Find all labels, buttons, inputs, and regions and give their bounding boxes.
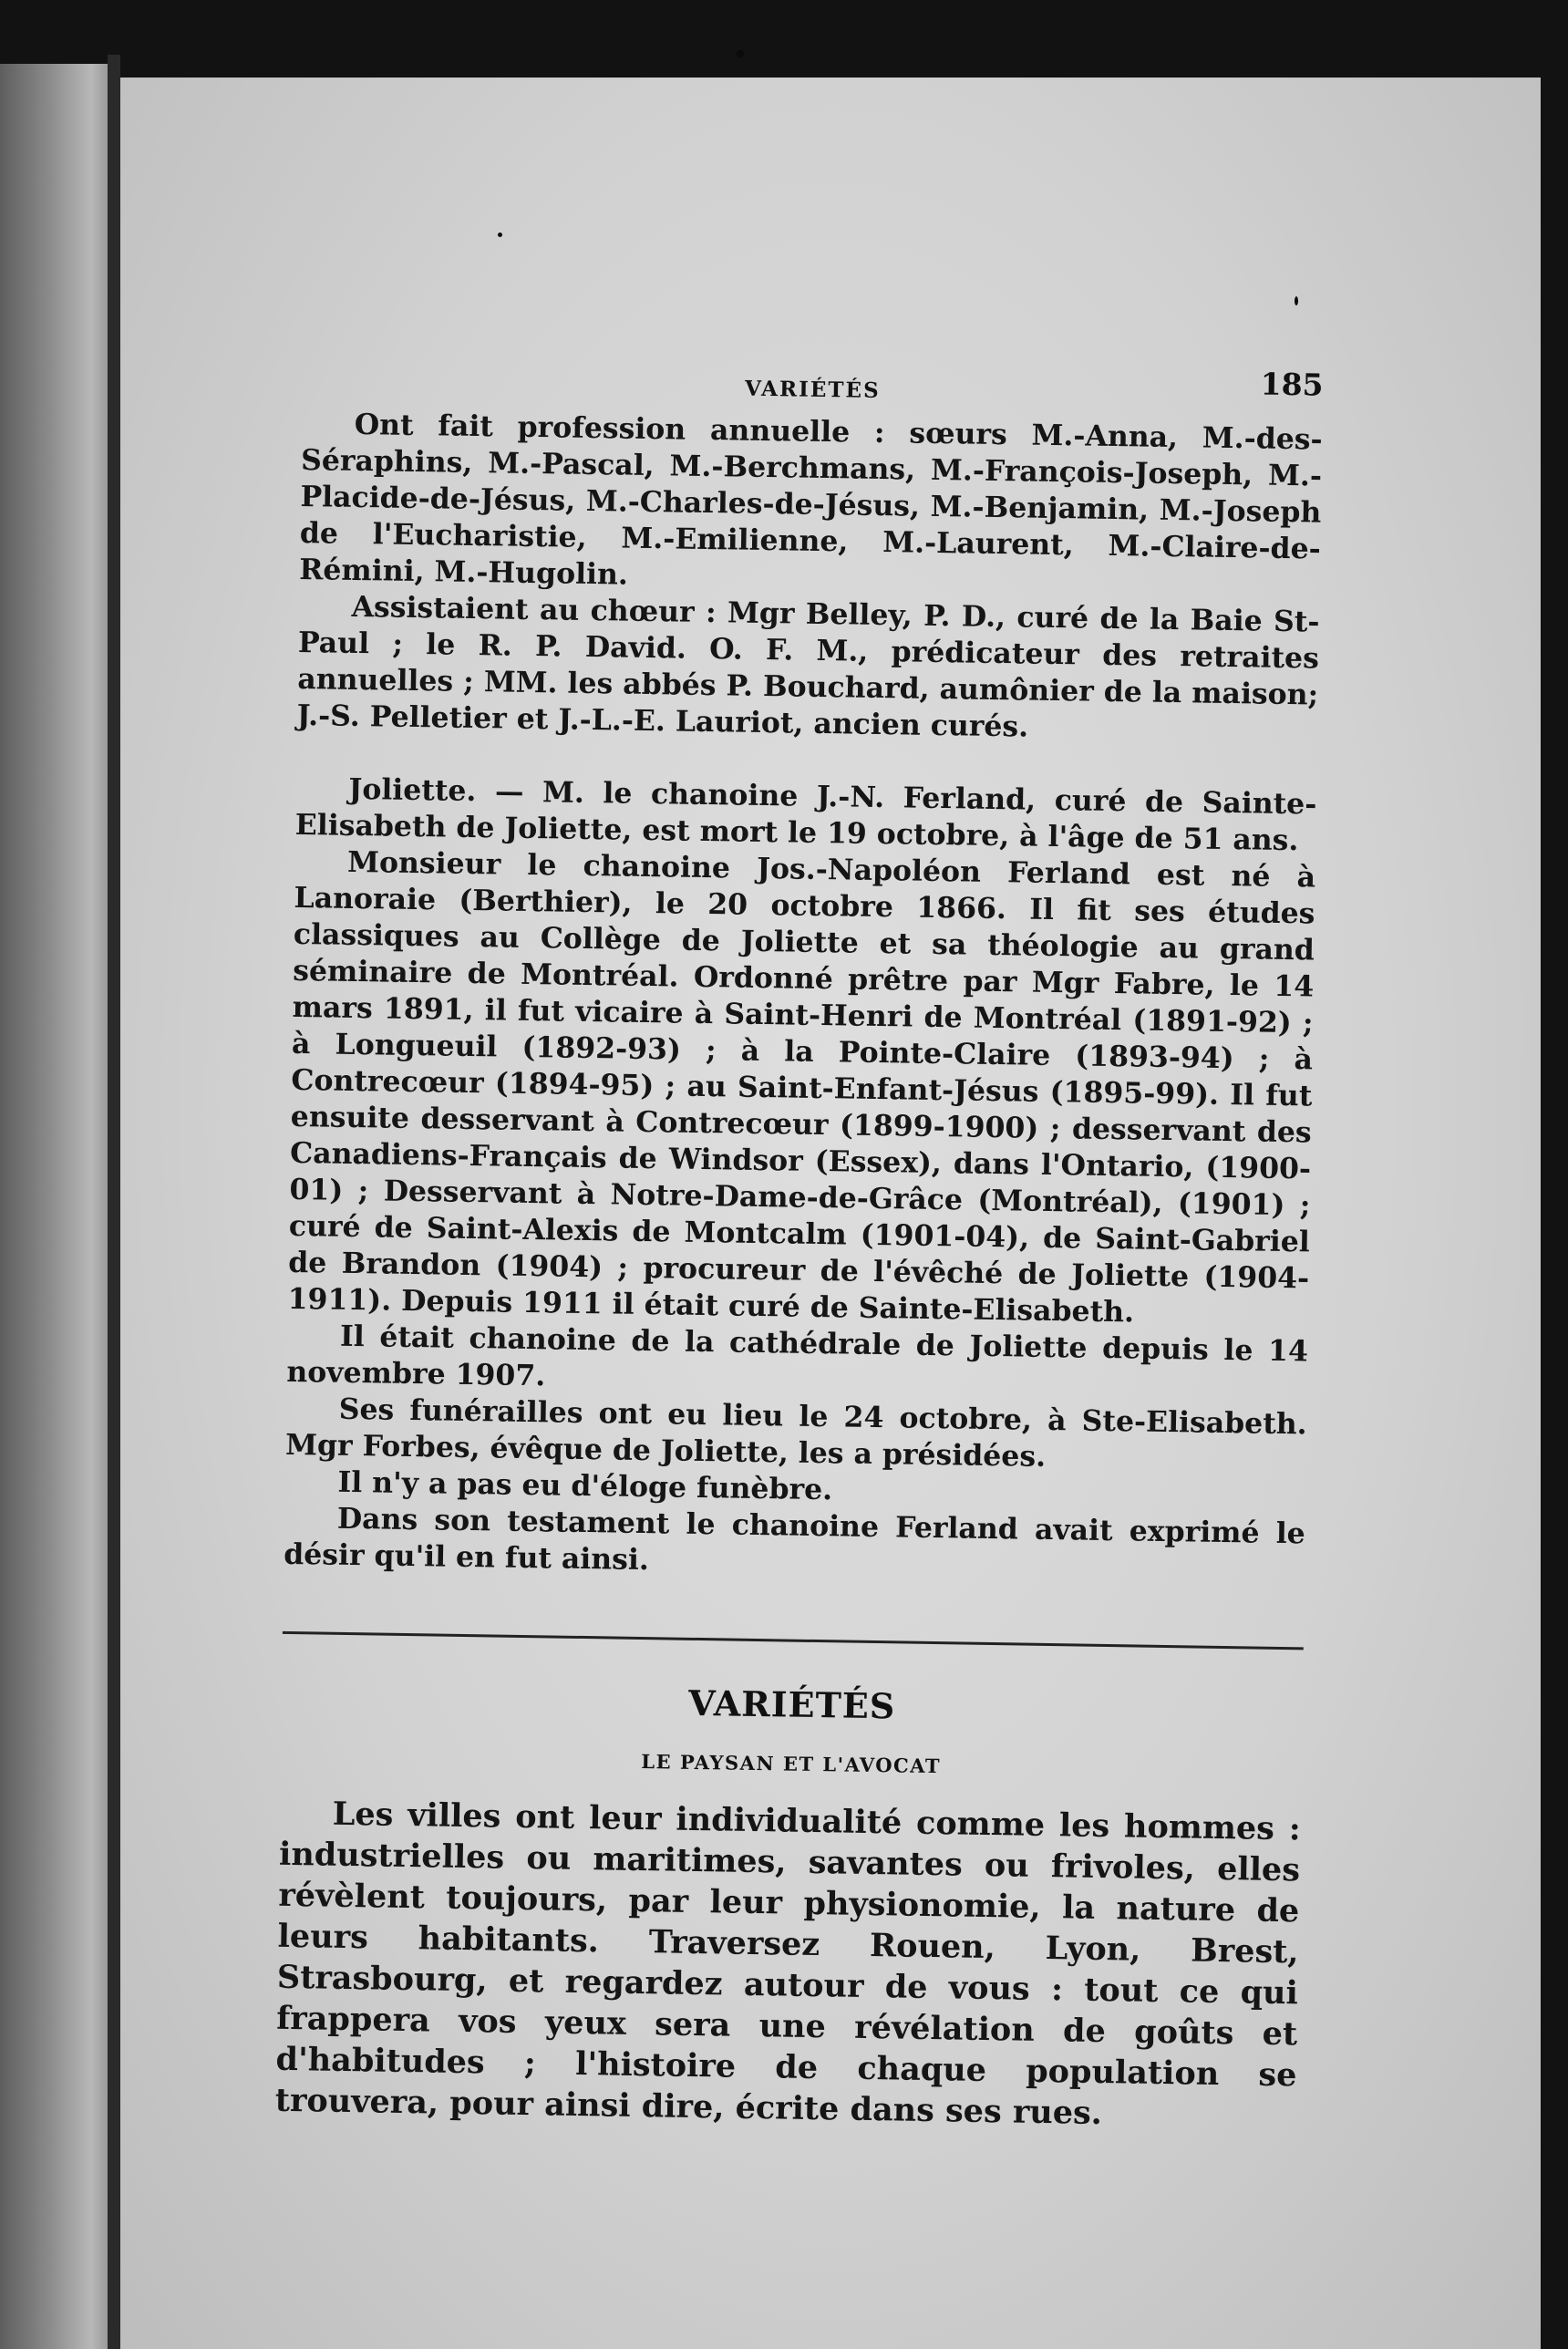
running-head: VARIÉTÉS (744, 376, 881, 403)
section-divider (283, 1631, 1304, 1651)
scan-speck (737, 50, 744, 57)
book-gutter (108, 55, 120, 2349)
facing-page-edge (0, 64, 108, 2349)
paragraph-villes: Les villes ont leur individualité comme les hommes : industrielles ou maritimes, savantes ou frivoles, elles révèlent toujours, par leur physionomie, la nature de leurs habitants. Traversez Rouen, Lyon, Brest, Strasbourg, et regardez autour de vous : tout ce qui frappera vos yeux sera une révélation de goûts et d'habitudes ; l'histoire de chaque population se trouvera, pour ainsi dire, écrite dans ses rues. (274, 1795, 1301, 2133)
page-number: 185 (1260, 366, 1324, 403)
text-block (275, 351, 1324, 2137)
place-heading: Joliette. (348, 771, 477, 809)
paragraph-biography: Monsieur le chanoine Jos.-Napoléon Ferland est né à Lanoraie (Berthier), le 20 octobre 1866. Il fit ses études classiques au Collège de Joliette et sa théologie au grand séminaire de Montréal. Ordonné prêtre par Mgr Fabre, le 14 mars 1891, il fut vicaire à Saint-Henri de Montréal (1891-92) ; à Longueuil (1892-93) ; à la Pointe-Claire (1893-94) ; à Contrecœur (1894-95) ; au Saint-Enfant-Jésus (1895-99). Il fut ensuite desservant à Contrecœur (1899-1900) ; desservant des Canadiens-Français de Windsor (Essex), dans l'Ontario, (1900-01) ; Desservant à Notre-Dame-de-Grâce (Montréal), (1901) ; curé de Saint-Alexis de Montcalm (1901-04), de Saint-Gabriel de Brandon (1904) ; procureur de l'évêché de Joliette (1904-1911). Depuis 1911 il était curé de Sainte-Elisabeth. (287, 844, 1316, 1330)
paragraph-funerailles: Ses funérailles ont eu lieu le 24 octobre, à Ste-Elisabeth. Mgr Forbes, évêque de Joliette, les a présidées. (284, 1392, 1307, 1474)
paragraph-testament: Dans son testament le chanoine Ferland avait exprimé le désir qu'il en fut ainsi. (283, 1501, 1306, 1578)
scan-speck (498, 233, 502, 237)
lead-text: — M. le chanoine J.-N. Ferland, curé de Sainte-Elisabeth de Joliette, est mort le 19 octobre, à l'âge de 51 ans. (294, 774, 1317, 858)
book-page (120, 78, 1541, 2349)
paragraph-chanoine: Il était chanoine de la cathédrale de Joliette depuis le 14 novembre 1907. (286, 1319, 1309, 1393)
paragraph-profession: Ont fait profession annuelle : sœurs M.-Anna, M.-des-Séraphins, M.-Pascal, M.-Berchmans, M.-François-Joseph, M.-Placide-de-Jésus, M.-Charles-de-Jésus, M.-Benjamin, M.-Joseph de l'Eucharistie, M.-Emilienne, M.-Laurent, M.-Claire-de-Rémini, M.-Hugolin. (298, 407, 1323, 592)
paragraph-assistance: Assistaient au chœur : Mgr Belley, P. D., curé de la Baie St-Paul ; le R. P. David. O. F. M., prédicateur des retraites annuelles ; MM. les abbés P. Bouchard, aumônier de la maison; J.-S. Pelletier et J.-L.-E. Lauriot, ancien curés. (296, 589, 1320, 744)
scan-speck (1295, 296, 1298, 305)
section-subtitle: LE PAYSAN ET L'AVOCAT (641, 1750, 942, 1778)
paragraph-eloge: Il n'y a pas eu d'éloge funèbre. (337, 1464, 833, 1507)
section-body (275, 1793, 1302, 2137)
section-title: VARIÉTÉS (687, 1682, 896, 1727)
